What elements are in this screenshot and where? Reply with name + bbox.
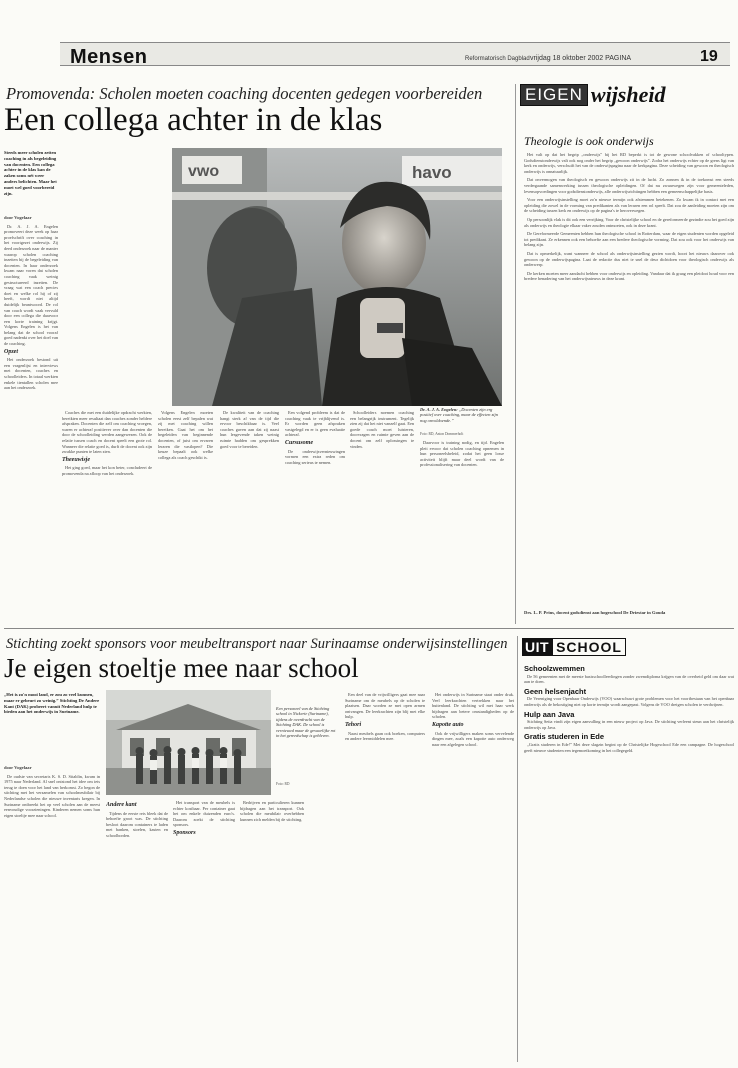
- eigenwijsheid-signature: Drs. L. P. Prins, docent godsdienst aan hogeschool De Driestar in Gouda: [524, 610, 666, 615]
- paper-name: Reformatorisch Dagblad: [465, 56, 530, 62]
- paragraph: Voor een onderwijsinstelling moet zo'n nieuwe termijn ook afstemmen betekenen. Zo kwam ik in contact met een opleiding die zowel in de vorming van predikanten als van leraren een rol speelt. Dat zou de aanleiding moeten zijn om de scheiding tussen kerk en onderwijs op de pagina's te heroverwegen.: [524, 197, 734, 214]
- paragraph: Het valt op dat het begrip „onderwijs” bij het RD beperkt is tot de gewone schoolvakken of schooltypen. Godsdienstonderwijs valt ook nog onder het begrip „gewoon onderwijs”. Zodra het onderwijs echter op de grens ligt van kerk en onderwijs, verschuift het van de onderwijspagina naar de kerkpagina. Deze scheiding van gewoon en theologisch onderwijs is onnatuurlijk.: [524, 152, 734, 174]
- paragraph: Het onderzoek bestond uit een vragenlijst en interviews met docenten, coaches en schoolleiders. In totaal werkten enkele tientallen scholen mee aan het onderzoek.: [4, 357, 58, 391]
- school-group-photo: [106, 690, 271, 795]
- article2-photo-caption: Een personeel van de Stichting school in Nickerie (Suriname), tijdens de overdracht van de Stichting DAK. De school is vernieuwd maar de gevaarlijke rot in het gereedschap is gebleven.: [276, 706, 336, 739]
- article2-byline: door Vogelaar: [4, 765, 32, 770]
- article2-subhead-1: Andere kant: [106, 802, 137, 808]
- uitschool-heading-2: Geen helsenjacht: [524, 686, 587, 696]
- article2-subhead-4: Kapotte auto: [432, 721, 464, 728]
- eigenwijsheid-title: Theologie is ook onderwijs: [524, 134, 654, 148]
- paragraph: Dat is opmerkelijk, want wanneer de school als onderwijsinstelling gezien wordt, hoort het nieuws daarover ook gewoon op de onderwijspagina. Laat de redactie dus niet te snel de deur dichtdoen voor theologisch onderwijs als onderwerp.: [524, 250, 734, 268]
- column-divider: [515, 84, 516, 624]
- paragraph: Bedrijven en particulieren kunnen bijdragen aan het transport. Ook scholen die meubilair overhebben kunnen zich melden bij de stichting.: [240, 800, 304, 822]
- paragraph: Volgens Engelen moeten scholen eerst zelf bepalen wat zij met coaching willen bereiken. Gaat het om het begeleiden van beginnende docenten, of juist om ervaren leraren die vastlopen? Die keuze bepaalt ook welke collega als coach geschikt is.: [158, 410, 213, 460]
- article1-column-2: [62, 410, 152, 610]
- article1-subhead-2: Theeuwisje: [62, 456, 90, 463]
- paragraph: Dr. A. J. A. Engelen promoveert deze week op haar proefschrift over coaching in het voortgezet onderwijs. Zij deed onderzoek naar de manier waarop scholen coaching inzetten bij de begeleiding van docenten. In haar onderzoek kwam naar voren dat scholen coaching vaak weinig gestructureerd inzetten. De vraag wat een coach precies doet en welke rol hij of zij heeft, wordt niet altijd duidelijk beantwoord. De rol van coach wordt vaak vervuld door een collega die daarvoor een korte training krijgt. Volgens Engelen is het van belang dat de school vooraf goed nadenkt over het doel van de coaching.: [4, 223, 58, 347]
- uitschool-body: [524, 662, 734, 1062]
- article2-photo: [106, 690, 271, 795]
- article1-subhead-3: Cursusome: [285, 439, 314, 446]
- paragraph: Het ging goed, maar het kon beter, concludeert de promovenda na afloop van het onderzoek.: [62, 465, 152, 476]
- uitschool-logo: [522, 638, 626, 656]
- paragraph: Stichting Setia vindt zijn eigen aanvulling in een nieuw project op Java. De stichting verleent steun aan het christelijk onderwijs op Java.: [524, 719, 734, 730]
- paragraph: De 56 gemeenten met de meeste basisschoolleerlingen zonder zwemdiploma krijgen van de overheid geld om daar wat aan te doen.: [524, 673, 734, 685]
- article1-column-7: [420, 440, 504, 610]
- article1-subhead-1: Opzet: [4, 348, 18, 355]
- paragraph: Op persoonlijk vlak is dit ook een verrijking. Voor de christelijke school en de gereformeerde gezindte zou het goed zijn als onderwijs en theologie elkaar vaker zouden ontmoeten, ook in deze krant.: [524, 216, 734, 228]
- caption-text: „Docenten zijn erg positief over coaching, maar de effecten zijn nog onvoldoende.”: [420, 407, 498, 423]
- article1-column-6: [350, 410, 414, 610]
- article2-column-3: [173, 800, 235, 1062]
- paragraph: Tijdens de eerste reis bleek dat de behoefte groot was. De stichting besloot daarom containers te laden met banken, stoelen, kasten en schoolborden.: [106, 810, 168, 838]
- eigenwijsheid-logo-script: wijsheid: [590, 82, 666, 107]
- section-title: Mensen: [70, 46, 148, 68]
- article2-column-1: [4, 762, 100, 1062]
- eigenwijsheid-logo: [520, 84, 665, 106]
- paragraph: Ook de vrijwilligers maken soms vervelende dingen mee, zoals een kapotte auto onderweg naar een afgelegen school.: [432, 730, 514, 747]
- article1-byline: door Vogelaar: [4, 215, 32, 220]
- paragraph: De Gereformeerde Gemeenten hebben hun theologische school in Rotterdam, waar de eigen studenten worden opgeleid tot predikant. Ze erkennen ook een behoefte aan een bredere theologische vorming. Dat zou ook voor het onderwijs van belang zijn.: [524, 231, 734, 248]
- article2-column-5: [345, 692, 425, 1062]
- uitschool-logo-uit: UIT: [522, 638, 552, 656]
- paragraph: Dat onvermogen van theologisch en gewoon onderwijs zit in de lucht. Zo zonnen ik in de toekomst een steeds verdergaande samenwerking tussen theologische opleidingen. Of dat nu zwaarwegen zijn voor gemeenteleden, levensopvoedingen voor godsdienstonderwijs, alle onderwijsrichtingen hebben een gemeenschappelijke basis.: [524, 177, 734, 194]
- eigenwijsheid-body: [524, 152, 734, 612]
- article2-subhead-2: Sponsors: [173, 829, 196, 836]
- paragraph: Schoolleiders noemen coaching een belangrijk instrument. Tegelijk zien zij dat het niet vanzelf gaat. Een goede coach moet luisteren, doorvragen en ruimte geven aan de docent om zelf oplossingen te vinden.: [350, 410, 414, 449]
- paragraph: De kwaliteit van de coaching hangt sterk af van de tijd die ervoor beschikbaar is. Veel coaches gaven aan dat zij naast hun lesgevende taken weinig ruimte hadden om gesprekken goed voor te bereiden.: [220, 410, 279, 449]
- article1-column-1: [4, 212, 58, 612]
- paragraph: Een volgend probleem is dat de coaching vaak te vrijblijvend is. Er worden geen afspraken vastgelegd en er is geen evaluatie achteraf.: [285, 410, 345, 438]
- paragraph: De oudste van secretaris K. S. D. Sitaldin, kwam in 1975 naar Nederland. Al snel ontstond het idee om iets terug te doen voor het land van herkomst. Zo begon de stichting met het verzamelen van schoolmeubilair bij Nederlandse scholen die nieuwe inventaris kregen. In Suriname ontbreekt het op veel scholen aan de meest eenvoudige voorzieningen. Kinderen nemen soms hun eigen stoeltje mee naar school.: [4, 773, 100, 818]
- paragraph: Het onderwijs in Suriname staat onder druk. Veel leerkrachten vertrekken naar het buitenland. De stichting wil met haar werk bijdragen aan betere omstandigheden op de scholen.: [432, 692, 514, 720]
- masthead-bar: [60, 42, 730, 66]
- paragraph: Daarvoor is training nodig, en tijd. Engelen pleit ervoor dat scholen coaching opnemen in hun personeelsbeleid, zodat het geen losse activiteit blijft maar deel wordt van de professionalisering van docenten.: [420, 440, 504, 468]
- article2-headline: Je eigen stoeltje mee naar school: [4, 653, 359, 683]
- article1-headline: Een collega achter in de klas: [4, 102, 383, 138]
- article2-column-6: [432, 692, 514, 1062]
- article1-lead: Steeds meer scholen zetten coaching in als begeleiding van docenten. Een collega achter in de klas kan de zaken soms nét weer anders belichten. Maar het moet wel goed voorbereid zijn.: [4, 150, 57, 196]
- uitschool-logo-school: SCHOOL: [552, 638, 626, 656]
- uitschool-heading-1: Schoolzwemmen: [524, 664, 585, 673]
- page-number: 19: [700, 48, 718, 65]
- column-divider: [517, 636, 518, 1062]
- paragraph: De onderwijsvernieuwingen vormen een extra reden om coaching serieus te nemen.: [285, 448, 345, 465]
- paragraph: Naast meubels gaan ook boeken, computers en andere leermiddelen mee.: [345, 730, 425, 742]
- article2-photo-credit: Foto: RD: [276, 782, 290, 786]
- paragraph: Coaches die met een duidelijke opdracht werkten, bereikten meer resultaat dan coaches zonder heldere afspraken. Docenten die zelf om coaching vroegen, waren er achteraf positiever over dan docenten die door de schoolleiding werden aangewezen. Ook de relatie tussen coach en docent speelt een grote rol. Wanneer die relatie goed is, durft de docent ook zijn zwakke punten te laten zien.: [62, 410, 152, 455]
- paragraph: Het transport van de meubels is echter kostbaar. Per container gaat het om enkele duizenden euro's. Daarom zoekt de stichting sponsors.: [173, 800, 235, 828]
- article2-subhead-3: Tehori: [345, 721, 362, 728]
- paragraph: Een deel van de vrijwilligers gaat mee naar Suriname om de meubels op de scholen te plaatsen. Daar worden ze met open armen ontvangen. De leerkrachten zijn blij met elke hulp.: [345, 692, 425, 720]
- uitschool-heading-4: Gratis studeren in Ede: [524, 732, 605, 742]
- article1-kicker: Promovenda: Scholen moeten coaching docenten gedegen voorbereiden: [6, 84, 483, 103]
- article1-photo: [172, 148, 502, 406]
- classroom-photo: [172, 148, 502, 406]
- svg-text:vwo: vwo: [188, 163, 220, 180]
- article1-column-5: [285, 410, 345, 610]
- eigenwijsheid-logo-box: EIGEN: [520, 84, 588, 106]
- svg-text:havo: havo: [412, 163, 452, 182]
- paragraph: De Vereniging voor Openbaar Onderwijs (VOO) waarschuwt grote problemen voor het voortbestaan van het openbaar onderwijs als de bekostiging niet op korte termijn wordt aangepast. Volgens de VOO dreigen scholen te verdwijnen.: [524, 696, 734, 707]
- article2-kicker: Stichting zoekt sponsors voor meubeltransport naar Surinaamse onderwijsinstellingen: [6, 636, 508, 652]
- issue-date: vrijdag 18 oktober 2002 PAGINA: [530, 55, 632, 62]
- article1-photo-caption: [420, 407, 504, 423]
- article1-column-4: [220, 410, 279, 610]
- article2-column-4: [240, 800, 304, 1062]
- paragraph: „Gratis studeren in Ede!” Met deze slagzin begint op de Christelijke Hogeschool Ede een campagne. De hogeschool geeft nieuwe studenten een tegemoetkoming in het collegegeld.: [524, 741, 734, 753]
- section-divider: [4, 628, 734, 629]
- article2-lead: „Het is zo'n mooi land, er zou zo veel kunnen, maar er gebeurt zo weinig.” Stichting De Andere Kant (DAK) probeert vanuit Nederland hulp te bieden aan het onderwijs in Suriname.: [4, 692, 100, 715]
- article1-photo-credit: Foto: RD, Anton Dommerholt: [420, 432, 464, 436]
- paragraph: De kerken moeten meer aandacht hebben voor onderwijs en opleiding. Vandaar dat ik graag een pleidooi houd voor een bredere benadering van het onderwijsnieuws in deze krant.: [524, 270, 734, 282]
- article2-column-2: [106, 800, 168, 1062]
- caption-name: Dr. A. J. A. Engelen:: [420, 407, 458, 412]
- article1-column-3: [158, 410, 213, 610]
- uitschool-heading-3: Hulp aan Java: [524, 709, 575, 719]
